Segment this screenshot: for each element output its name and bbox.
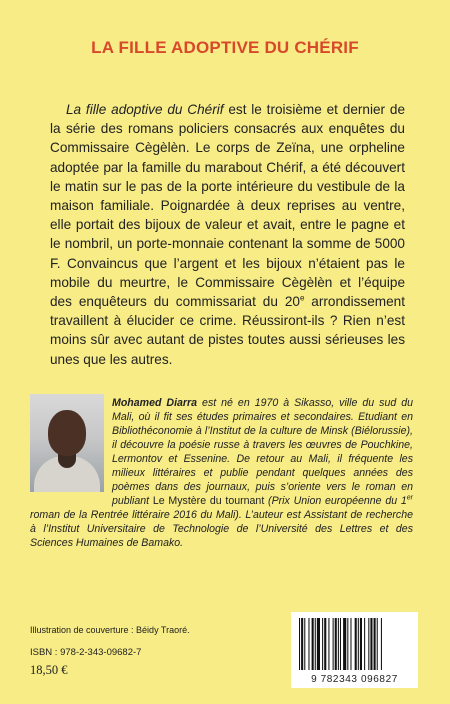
summary-superscript: e bbox=[299, 293, 305, 303]
barcode-bar bbox=[374, 618, 376, 670]
book-summary bbox=[50, 100, 405, 369]
isbn: ISBN : 978-2-343-09682-7 bbox=[30, 647, 142, 658]
price: 18,50 € bbox=[30, 663, 68, 677]
barcode-bar bbox=[343, 618, 346, 670]
barcode-bar bbox=[347, 618, 348, 670]
summary-text-1: est le troisième et dernier de la série des romans policiers consacrés aux enquêtes du Commissaire Cègèlèn. Le corps de Zeïna, une orpheline adoptée par la famille du marabout Chérif, a été découvert le matin sur le pas de la porte intérieure du vestibule de la maison familiale. Poignardée à deux reprises au ventre, elle portait des bijoux de valeur et avait, entre le pagne et le nombril, un porte-monnaie contenant la somme de 5000 F. Convaincus que l’argent et les bijoux n’étaient pas le mobile du meurtre, le Commissaire Cègèlèn et l’équipe des enquêteurs du commissariat du 20 bbox=[50, 102, 406, 310]
barcode-bar bbox=[335, 618, 337, 670]
barcode bbox=[291, 612, 418, 688]
summary-text-2: arrondissement travaillent à élucider ce crime. Réussiront-ils ? Rien n’est moins sûr avec autant de pistes toutes aussi sérieuses les unes que les autres. bbox=[50, 294, 405, 367]
bio-superscript: er bbox=[406, 494, 413, 502]
barcode-bar bbox=[358, 618, 359, 670]
barcode-bar bbox=[381, 618, 382, 670]
barcode-bar bbox=[364, 618, 365, 670]
novel-title: Le Mystère du tournant bbox=[152, 494, 265, 507]
bio-text-1: est né en 1970 à Sikasso, ville du sud du Mali, où il fit ses études primaires et secondaires. Etudiant en Bibliothéconomie à l’Institut de la culture de Minsk (Biélorussie), il découvre la poésie russe à travers les œuvres de Pouchkine, Lermontov et Essenine. De retour au Mali, il fréquente les milieux littéraires et publie pendant quelques années des poèmes dans des journaux, puis s’oriente vers le roman en publiant bbox=[112, 397, 413, 507]
barcode-number: 9 782343 096827 bbox=[311, 674, 398, 685]
bio-text-3: roman de la Rentrée littéraire 2016 du Mali). L’auteur est Assistant de recherche à l’Institut Universitaire de Technologie de l’Université des Lettres et des Sciences Humaines de Bamako. bbox=[30, 508, 413, 549]
author-name: Mohamed Diarra bbox=[112, 397, 198, 409]
barcode-bar bbox=[304, 618, 305, 670]
barcode-bar bbox=[360, 618, 362, 670]
barcode-bar bbox=[333, 618, 334, 670]
barcode-bar bbox=[315, 618, 316, 670]
barcode-bar bbox=[370, 618, 372, 670]
barcode-bars bbox=[297, 618, 412, 670]
book-title: LA FILLE ADOPTIVE DU CHÉRIF bbox=[91, 38, 359, 57]
barcode-bar bbox=[368, 618, 369, 670]
bio-text-2: (Prix Union européenne du 1 bbox=[264, 494, 407, 507]
barcode-bar bbox=[338, 618, 339, 670]
barcode-bar bbox=[355, 618, 357, 670]
barcode-bar bbox=[328, 618, 329, 670]
barcode-bar bbox=[377, 618, 378, 670]
barcode-bar bbox=[308, 618, 309, 670]
author-bio bbox=[30, 397, 413, 550]
cover-illustration-credit: Illustration de couverture : Béidy Traoré. bbox=[30, 625, 190, 635]
summary-lead-title: La fille adoptive du Chérif bbox=[66, 102, 224, 117]
barcode-bar bbox=[340, 618, 341, 670]
barcode-bar bbox=[301, 618, 303, 670]
barcode-bar bbox=[322, 618, 323, 670]
barcode-bar bbox=[317, 618, 320, 670]
barcode-bar bbox=[299, 618, 300, 670]
barcode-bar bbox=[312, 618, 314, 670]
barcode-bar bbox=[350, 618, 351, 670]
barcode-bar bbox=[324, 618, 326, 670]
